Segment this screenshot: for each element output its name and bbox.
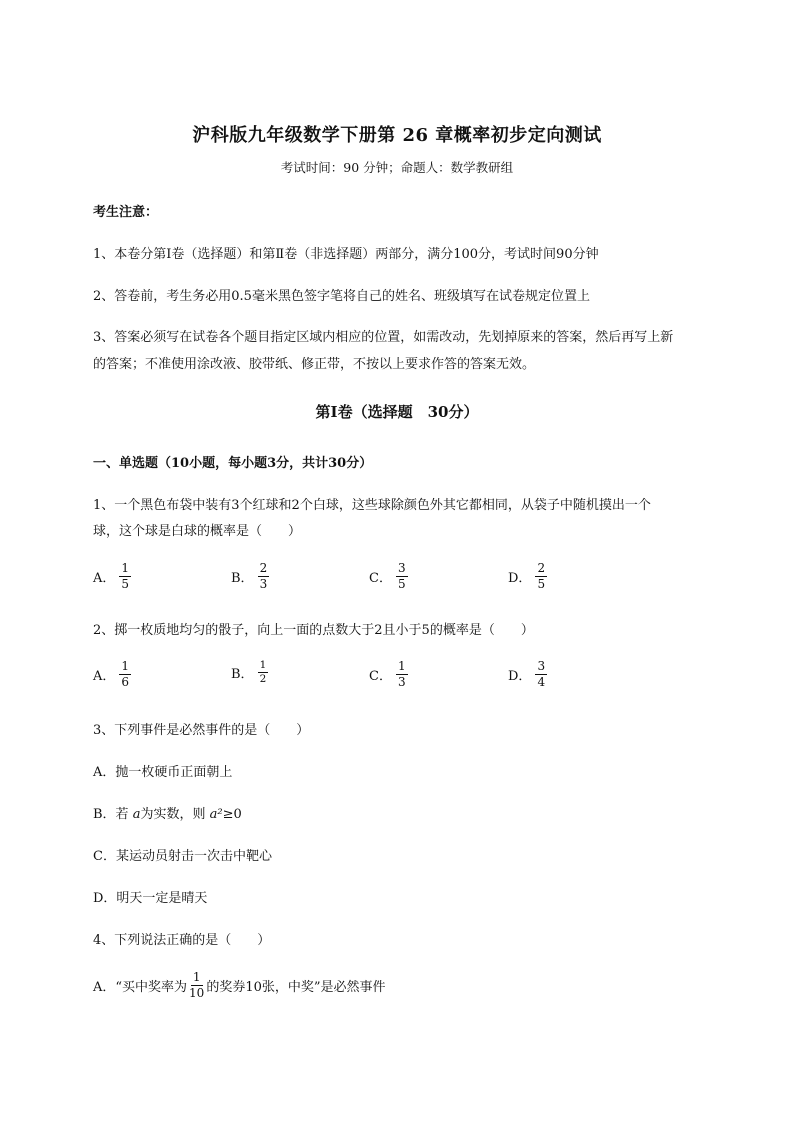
q1-option-b[interactable] bbox=[231, 562, 269, 590]
option-letter: C． bbox=[369, 570, 392, 586]
fraction: $\frac{3}{5}$ bbox=[397, 561, 406, 591]
option-letter: D． bbox=[508, 668, 532, 684]
q2-option-c[interactable] bbox=[369, 660, 408, 688]
question-3-text: 3、下列事件是必然事件的是（ ） bbox=[93, 723, 310, 738]
fraction: $\frac{1}{3}$ bbox=[397, 659, 406, 689]
question-1-text: 1、一个黑色布袋中装有3个红球和2个白球，这些球除颜色外其它都相同，从袋子中随机摸出一个 bbox=[93, 498, 651, 513]
option-letter: A． bbox=[93, 570, 116, 586]
notice-item-3: 3、答案必须写在试卷各个题目指定区域内相应的位置，如需改动，先划掉原来的答案，然后再写上新 bbox=[93, 330, 674, 345]
fraction: $\frac{2}{5}$ bbox=[537, 561, 546, 591]
notice-item-1: 1、本卷分第Ⅰ卷（选择题）和第Ⅱ卷（非选择题）两部分，满分100分，考试时间90分钟 bbox=[93, 247, 599, 262]
q2-option-d[interactable] bbox=[508, 660, 547, 688]
q3-b-suffix: ≥0 bbox=[222, 807, 242, 822]
variable-a: a bbox=[132, 807, 141, 822]
question-1-text-cont: 球，这个球是白球的概率是（ ） bbox=[93, 524, 302, 539]
question-4-text: 4、下列说法正确的是（ ） bbox=[93, 933, 271, 948]
q4-a-prefix: A．“买中奖率为 bbox=[93, 979, 188, 995]
option-letter: B． bbox=[231, 570, 254, 586]
fraction: $\frac{1}{2}$ bbox=[259, 659, 267, 686]
q1-option-d[interactable] bbox=[508, 562, 547, 590]
part-heading: 一、单选题（10小题，每小题3分，共计30分） bbox=[93, 456, 373, 471]
q3-b-prefix: B．若 bbox=[93, 807, 133, 822]
q1-option-a[interactable] bbox=[93, 562, 131, 590]
q2-option-b[interactable] bbox=[231, 660, 268, 685]
option-letter: C． bbox=[369, 668, 392, 684]
fraction: $\frac{1}{10}$ bbox=[189, 970, 205, 1000]
q4-option-a[interactable] bbox=[93, 971, 386, 999]
q3-option-a[interactable]: A．抛一枚硬币正面朝上 bbox=[93, 765, 233, 780]
section-title: 第Ⅰ卷（选择题 30分） bbox=[315, 403, 479, 421]
q1-option-c[interactable] bbox=[369, 562, 408, 590]
option-letter: D． bbox=[508, 570, 532, 586]
fraction: $\frac{2}{3}$ bbox=[259, 561, 268, 591]
option-letter: B． bbox=[231, 667, 254, 683]
fraction: $\frac{1}{5}$ bbox=[121, 561, 130, 591]
notice-item-3-cont: 的答案；不准使用涂改液、胶带纸、修正带，不按以上要求作答的答案无效。 bbox=[93, 357, 536, 372]
fraction: $\frac{3}{4}$ bbox=[537, 659, 546, 689]
option-letter: A． bbox=[93, 668, 116, 684]
q3-option-b[interactable] bbox=[93, 803, 242, 822]
q2-option-a[interactable] bbox=[93, 660, 131, 688]
q3-b-middle: 为实数，则 bbox=[140, 807, 210, 822]
exam-info: 考试时间：90 分钟；命题人：数学教研组 bbox=[280, 160, 514, 175]
page-title: 沪科版九年级数学下册第 26 章概率初步定向测试 bbox=[192, 125, 602, 146]
fraction: $\frac{1}{6}$ bbox=[121, 659, 130, 689]
q3-option-c[interactable]: C．某运动员射击一次击中靶心 bbox=[93, 849, 272, 864]
notice-heading: 考生注意： bbox=[93, 205, 159, 220]
question-2-text: 2、掷一枚质地均匀的骰子，向上一面的点数大于2且小于5的概率是（ ） bbox=[93, 623, 534, 638]
notice-item-2: 2、答卷前，考生务必用0.5毫米黑色签字笔将自己的姓名、班级填写在试卷规定位置上 bbox=[93, 289, 590, 304]
variable-a-squared: a² bbox=[209, 807, 223, 822]
q4-a-suffix: 的奖券10张，中奖”是必然事件 bbox=[206, 979, 386, 995]
q3-option-d[interactable]: D．明天一定是晴天 bbox=[93, 891, 208, 906]
